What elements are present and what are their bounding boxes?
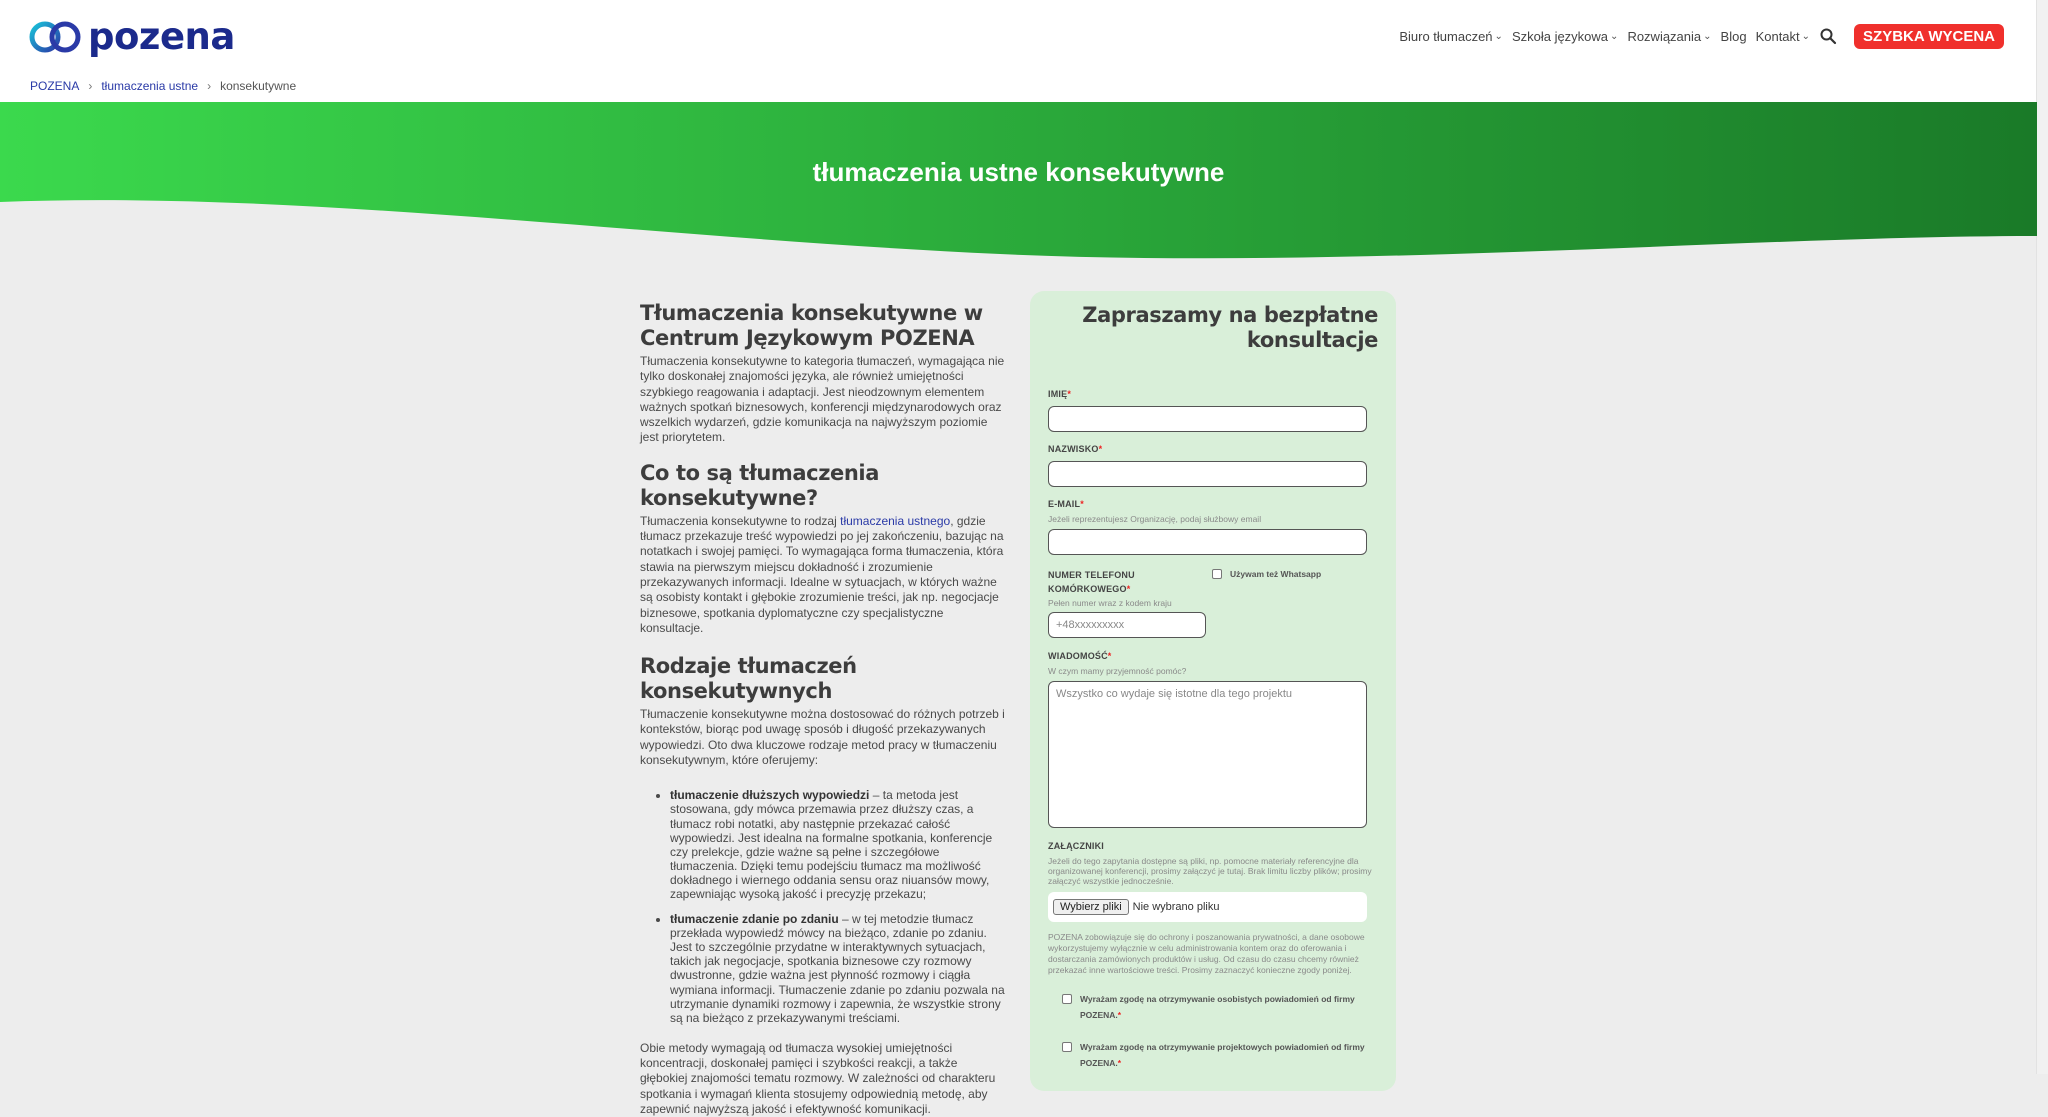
chevron-down-icon: ⌄: [1703, 30, 1712, 42]
file-status: Nie wybrano pliku: [1132, 901, 1220, 913]
label-text: Wyrażam zgodę na otrzymywanie osobistych powiadomień od firmy POZENA.: [1080, 994, 1355, 1020]
chevron-down-icon: ⌄: [1610, 30, 1619, 42]
whatsapp-label: Używam też Whatsapp: [1230, 569, 1322, 579]
list-item-term: tłumaczenie zdanie po zdaniu: [670, 912, 839, 927]
file-upload: [1048, 892, 1367, 922]
page-title: tłumaczenia ustne konsekutywne: [812, 157, 1225, 187]
message-hint: W czym mamy przyjemność pomóc?: [1048, 666, 1187, 676]
main-nav: [1390, 22, 2004, 50]
text-fragment: , gdzie tłumacz przekazuje treść wypowiedzi po jej zakończeniu, bazując na notatkach i swojej pamięci. To wymagająca forma tłumaczenia, która stawia na pierwszym miejscu dokładność i zrozumienie przekazywanych informacji. Idealne w sytuacjach, w których ważne są osobisty kontakt i głębokie zrozumienie treści, jak np. negocjacje biznesowe, spotkania dyplomatyczne czy specjalistyczne konsultacje.: [640, 513, 1004, 635]
breadcrumb-home[interactable]: POZENA: [30, 79, 80, 93]
breadcrumb-tlumaczenia-ustne[interactable]: tłumaczenia ustne: [101, 79, 199, 93]
required-mark: *: [1126, 584, 1131, 594]
page-scrollbar[interactable]: [2036, 0, 2048, 1074]
phone-hint: Pełen numer wraz z kodem kraju: [1048, 598, 1172, 608]
link-tlumaczenia-ustnego[interactable]: tłumaczenia ustnego: [840, 513, 951, 528]
first-name-field[interactable]: [1048, 406, 1367, 432]
phone-label: [1048, 568, 1188, 596]
email-field[interactable]: [1048, 529, 1367, 555]
form-title: Zapraszamy na bezpłatne konsultacje: [1082, 303, 1378, 352]
breadcrumb-separator: ›: [207, 79, 212, 93]
article-paragraph: Tłumaczenie konsekutywne można dostosować do różnych potrzeb i kontekstów, biorąc pod uwagę sposób i długość przekazywanych wypowiedzi. Oto dwa kluczowe rodzaje metod pracy w tłumaczeniu konsekutywnym, które oferujemy:: [640, 707, 1005, 768]
article-paragraph: [640, 514, 1008, 636]
label-text: IMIĘ: [1048, 389, 1068, 399]
choose-files-button[interactable]: Wybierz pliki: [1053, 899, 1129, 915]
article-content: [640, 301, 1008, 1117]
text-fragment: Tłumaczenia konsekutywne to rodzaj: [640, 513, 841, 528]
email-hint: Jeżeli reprezentujesz Organizację, podaj służbowy email: [1048, 514, 1262, 524]
nav-label: Biuro tłumaczeń: [1399, 28, 1493, 44]
required-mark: *: [1117, 1010, 1122, 1020]
article-heading-2: Co to są tłumaczenia konsekutywne?: [640, 460, 879, 510]
pozena-logo[interactable]: [28, 15, 235, 58]
nav-blog[interactable]: [1721, 29, 1747, 44]
message-field[interactable]: [1048, 681, 1367, 828]
nav-szkola-jezykowa[interactable]: [1512, 29, 1619, 44]
article-paragraph: Tłumaczenia konsekutywne to kategoria tłumaczeń, wymagająca nie tylko doskonałej znajomości języka, ale również umiejętności szybkiego reagowania i adaptacji. Jest nieodzownym elementem ważnych spotkań biznesowych, konferencji międzynarodowych oraz wszelkich wydarzeń, gdzie komunikacja na najwyższym poziomie jest priorytetem.: [640, 354, 1005, 445]
required-mark: *: [1098, 444, 1103, 454]
nav-biuro-tlumaczen[interactable]: [1399, 29, 1503, 44]
logo-wordmark: pozena: [88, 15, 235, 58]
label-text: Wyrażam zgodę na otrzymywanie projektowych powiadomień od firmy POZENA.: [1080, 1042, 1365, 1068]
logo-rings-icon: [28, 20, 82, 54]
attachments-hint: Jeżeli do tego zapytania dostępne są pliki, np. pomocne materiały referencyjne dla organizowanej konferencji, prosimy załączyć je tutaj. Brak limitu liczby plików; prosimy załączyć wszystkie jednocześnie.: [1048, 856, 1372, 886]
required-mark: *: [1067, 389, 1072, 399]
required-mark: *: [1080, 499, 1084, 509]
message-label: [1048, 651, 1112, 661]
site-header: [0, 0, 2037, 102]
breadcrumb-separator: ›: [88, 79, 93, 93]
article-paragraph: Obie metody wymagają od tłumacza wysokiej umiejętności koncentracji, doskonałej pamięci i szybkości reakcji, a także głębokiej znajomości tematu rozmowy. W zależności od charakteru spotkania i wymagań klienta stosujemy odpowiednią metodę, aby zapewnić najwyższą jakość i efektywność komunikacji.: [640, 1040, 996, 1117]
search-icon[interactable]: [1819, 27, 1837, 45]
nav-rozwiazania[interactable]: [1627, 29, 1711, 44]
consultation-form: [1030, 291, 1396, 1091]
whatsapp-checkbox[interactable]: [1212, 569, 1222, 579]
attachments-label: ZAŁĄCZNIKI: [1048, 841, 1104, 851]
last-name-field[interactable]: [1048, 461, 1367, 487]
label-text: WIADOMOŚĆ: [1048, 651, 1108, 661]
methods-list: [640, 788, 1008, 1025]
chevron-down-icon: ⌄: [1494, 30, 1503, 42]
last-name-label: [1048, 444, 1102, 454]
breadcrumb-current: konsekutywne: [220, 79, 297, 93]
list-item-text: – ta metoda jest stosowana, gdy mówca przemawia przez dłuższy czas, a tłumacz robi notatki, aby następnie przekazać całość wypowiedzi. Jest idealna na formalne spotkania, konferencje czy prelekcje, gdzie ważne są pełne i szczegółowe tłumaczenia. Dzięki temu podejściu tłumacz ma możliwość dokładnego i wiernego oddania sensu oraz niuansów mowy, zapewniając wysoką jakość i precyzję przekazu;: [670, 788, 993, 901]
article-heading-1: Tłumaczenia konsekutywne w Centrum Językowym POZENA: [640, 301, 983, 350]
nav-kontakt[interactable]: [1756, 29, 1810, 44]
email-label: [1048, 499, 1084, 509]
hero-banner: [0, 102, 2037, 262]
label-text: NUMER TELEFONU KOMÓRKOWEGO: [1048, 570, 1135, 594]
required-mark: *: [1107, 651, 1112, 661]
chevron-down-icon: ⌄: [1801, 30, 1811, 42]
nav-label: Kontakt: [1755, 28, 1800, 44]
list-item: [670, 788, 1008, 901]
privacy-notice: POZENA zobowiązuje się do ochrony i poszanowania prywatności, a dane osobowe wykorzystujemy wyłącznie w celu administrowania kontem oraz do oferowania i dostarczania zamówionych produktów i usług. Od czasu do czasu chcemy również przekazać inne wartościowe treści. Prosimy zaznaczyć konieczne zgody poniżej.: [1048, 932, 1365, 975]
nav-label: Rozwiązania: [1627, 28, 1702, 44]
consent-project-checkbox[interactable]: [1062, 1042, 1072, 1052]
nav-label: Blog: [1720, 28, 1747, 44]
quick-quote-button[interactable]: SZYBKA WYCENA: [1854, 24, 2004, 49]
list-item: [670, 912, 1008, 1025]
label-text: E-MAIL: [1048, 499, 1081, 509]
article-heading-3: Rodzaje tłumaczeń konsekutywnych: [640, 654, 857, 704]
consent-personal-checkbox[interactable]: [1062, 994, 1072, 1004]
phone-field[interactable]: [1048, 612, 1206, 638]
consent-personal-label: [1080, 991, 1365, 1023]
list-item-term: tłumaczenie dłuższych wypowiedzi: [670, 788, 870, 803]
required-mark: *: [1117, 1058, 1122, 1068]
list-item-text: – w tej metodzie tłumacz przekłada wypowiedź mówcy na bieżąco, zdanie po zdaniu. Jest to szczególnie przydatne w interaktywnych sytuacjach, takich jak negocjacje, spotkania biznesowe czy rozmowy dwustronne, gdzie ważna jest płynność rozmowy i ciągła wymiana informacji. Tłumaczenie zdanie po zdaniu pozwala na utrzymanie dynamiki rozmowy i zapewnia, że wszystkie strony są na bieżąco z przekazywanymi treściami.: [670, 912, 1005, 1025]
breadcrumb: [30, 79, 296, 93]
label-text: NAZWISKO: [1048, 444, 1099, 454]
nav-label: Szkoła językowa: [1511, 28, 1609, 44]
first-name-label: [1048, 389, 1071, 399]
consent-project-label: [1080, 1039, 1365, 1071]
